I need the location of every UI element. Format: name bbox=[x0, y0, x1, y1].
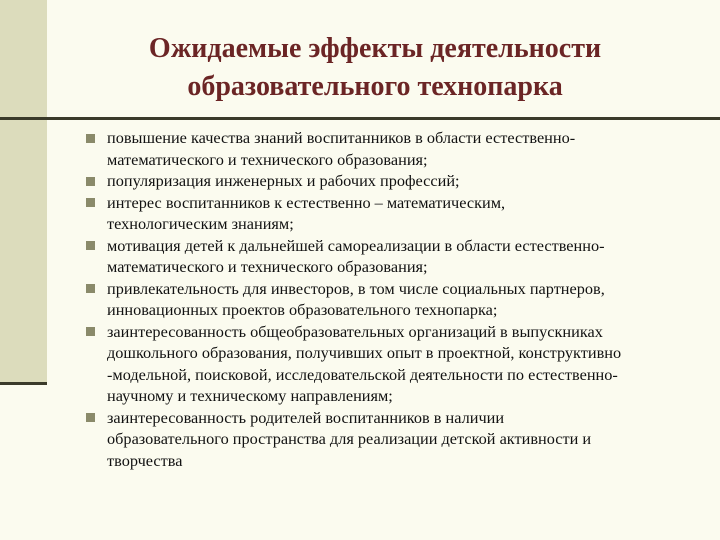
square-bullet-icon bbox=[86, 284, 95, 293]
bullet-line: повышение качества знаний воспитанников в области естественно- bbox=[107, 128, 576, 147]
square-bullet-icon bbox=[86, 177, 95, 186]
bullet-line: популяризация инженерных и рабочих профессий; bbox=[107, 171, 460, 190]
bullet-line: математического и технического образования; bbox=[107, 149, 428, 169]
bullet-item bbox=[86, 192, 706, 235]
bullet-line: математического и технического образования; bbox=[107, 257, 428, 276]
bullet-line: образовательного пространства для реализации детской активности и bbox=[107, 429, 592, 448]
bullet-line: творчества bbox=[107, 450, 183, 470]
title-divider bbox=[0, 117, 720, 120]
bullet-item bbox=[86, 407, 706, 472]
bullet-line: мотивация детей к дальнейшей самореализации в области естественно- bbox=[107, 235, 605, 255]
bullet-line: дошкольного образования, получивших опыт в проектной, конструктивно bbox=[107, 343, 622, 362]
side-decor-line bbox=[0, 382, 47, 385]
bullet-line: -модельной, поисковой, исследовательской деятельности по естественно- bbox=[107, 364, 618, 384]
bullet-item bbox=[86, 127, 706, 170]
square-bullet-icon bbox=[86, 198, 95, 207]
slide-title-line-1: Ожидаемые эффекты деятельности bbox=[148, 33, 602, 64]
bullet-line: научному и техническому направлениям; bbox=[107, 386, 393, 405]
bullet-line: интерес воспитанников к естественно – математическим, bbox=[107, 192, 506, 212]
bullet-item bbox=[86, 235, 706, 278]
slide-title bbox=[0, 30, 720, 106]
slide-title-line-2: образовательного технопарка bbox=[187, 71, 563, 102]
square-bullet-icon bbox=[86, 327, 95, 336]
square-bullet-icon bbox=[86, 413, 95, 422]
bullet-line: технологическим знаниям; bbox=[107, 214, 294, 233]
bullet-item bbox=[86, 170, 706, 192]
bullet-line: инновационных проектов образовательного технопарка; bbox=[107, 300, 498, 319]
bullet-item bbox=[86, 278, 706, 321]
bullet-line: привлекательность для инвесторов, в том числе социальных партнеров, bbox=[107, 278, 605, 298]
bullet-list bbox=[86, 127, 706, 471]
square-bullet-icon bbox=[86, 134, 95, 143]
bullet-line: заинтересованность родителей воспитанников в наличии bbox=[107, 407, 505, 427]
bullet-item bbox=[86, 321, 706, 407]
bullet-line: заинтересованность общеобразовательных организаций в выпускниках bbox=[107, 321, 603, 341]
square-bullet-icon bbox=[86, 241, 95, 250]
